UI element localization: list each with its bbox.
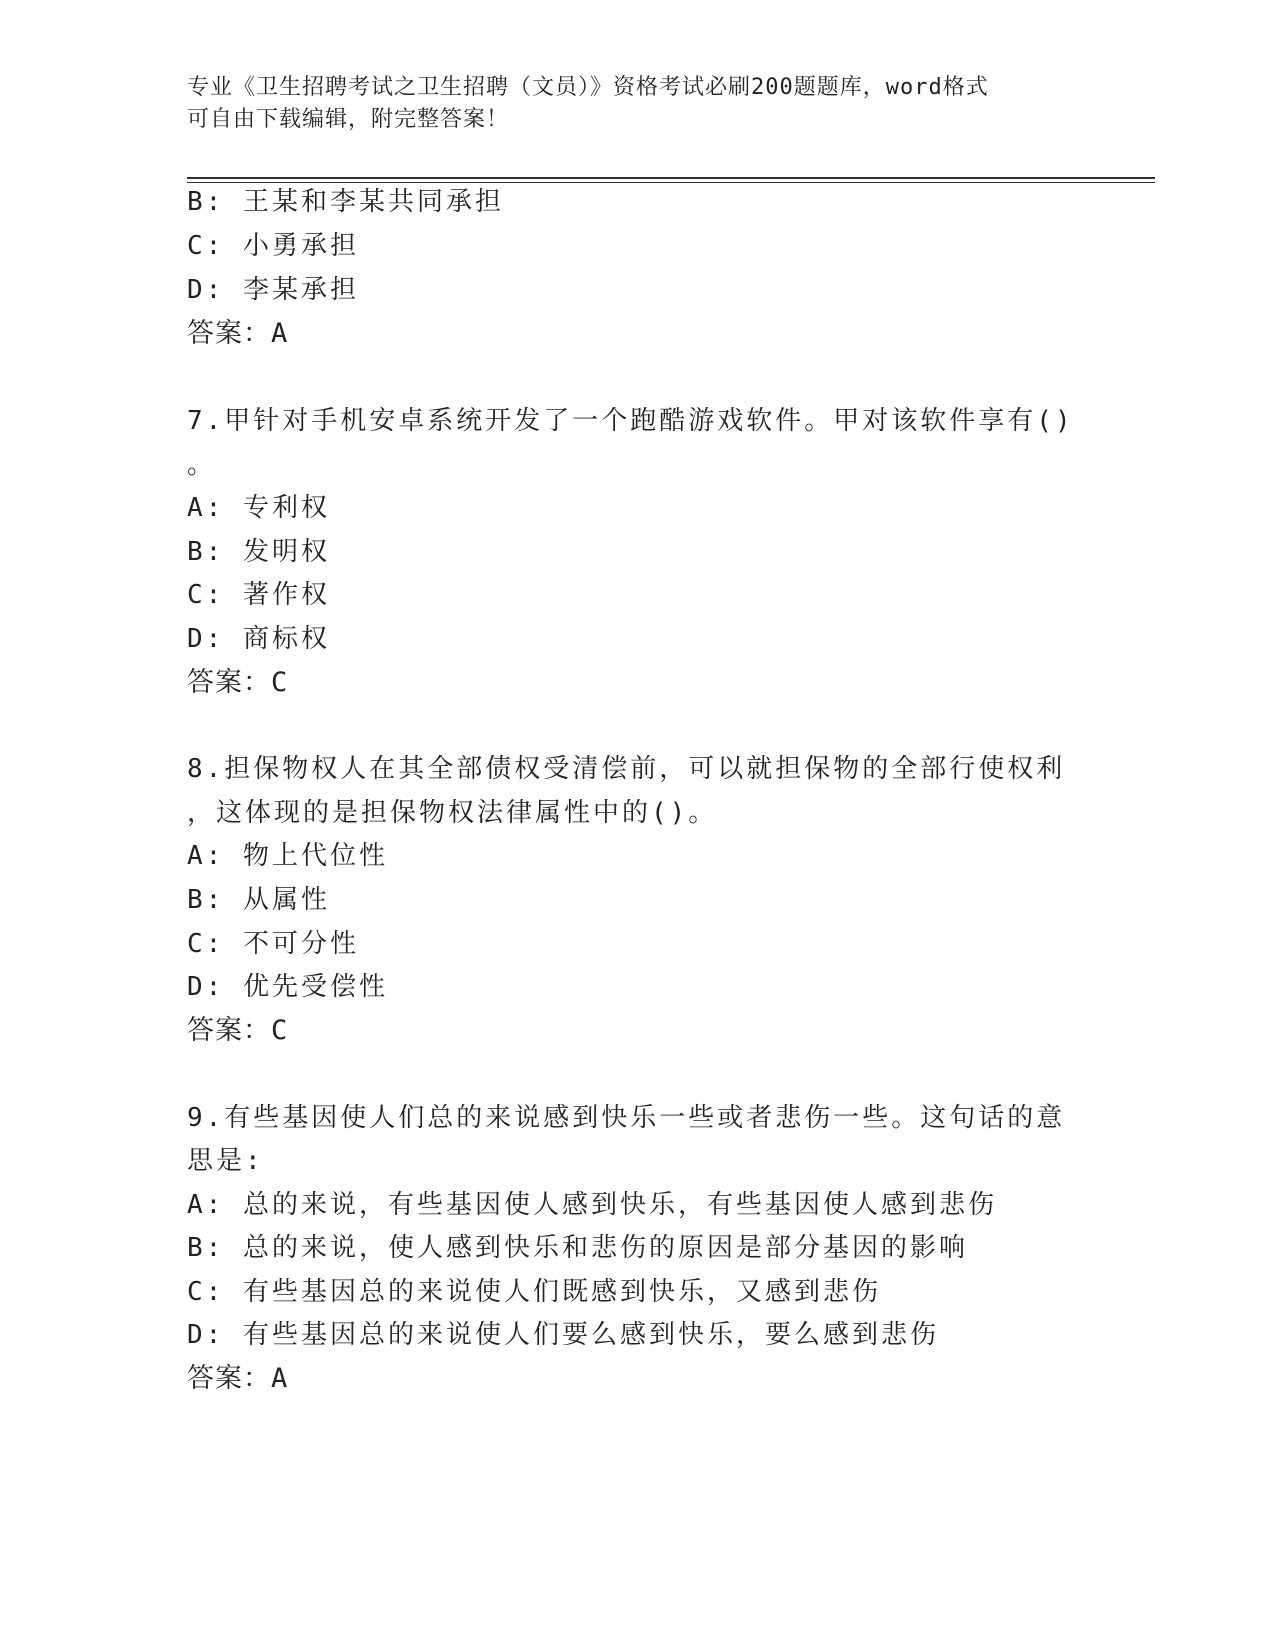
- option-a: A: 总的来说，有些基因使人感到快乐，有些基因使人感到悲伤: [187, 1190, 997, 1220]
- answer: 答案：A: [187, 318, 289, 349]
- header-divider-thin: [187, 182, 1155, 183]
- option-b: B: 发明权: [187, 537, 330, 567]
- option-c: C: 不可分性: [187, 929, 359, 959]
- answer: 答案：C: [187, 667, 289, 698]
- option-c: C: 著作权: [187, 580, 330, 610]
- header-line-2: 可自由下载编辑，附完整答案！: [187, 107, 510, 132]
- header-line-1: 专业《卫生招聘考试之卫生招聘（文员）》资格考试必刷200题题库，word格式: [187, 75, 989, 100]
- document-header: [187, 72, 1067, 136]
- question-stem: 8.担保物权人在其全部债权受清偿前，可以就担保物的全部行使权利: [187, 754, 1066, 784]
- option-d: D: 优先受偿性: [187, 972, 388, 1002]
- option-d: D: 商标权: [187, 624, 330, 654]
- option-b: B: 王某和李某共同承担: [187, 187, 504, 217]
- option-a: A: 专利权: [187, 493, 330, 523]
- header-divider-thick: [187, 177, 1155, 179]
- answer: 答案：A: [187, 1363, 289, 1394]
- question-stem-continued: 。: [187, 450, 217, 480]
- option-d: D: 有些基因总的来说使人们要么感到快乐，要么感到悲伤: [187, 1320, 939, 1350]
- option-d: D: 李某承担: [187, 275, 359, 305]
- answer: 答案：C: [187, 1015, 289, 1046]
- question-stem-continued: 思是:: [187, 1146, 264, 1176]
- option-c: C: 小勇承担: [187, 231, 359, 261]
- question-stem: 9.有些基因使人们总的来说感到快乐一些或者悲伤一些。这句话的意: [187, 1103, 1066, 1133]
- option-c: C: 有些基因总的来说使人们既感到快乐，又感到悲伤: [187, 1277, 881, 1307]
- option-b: B: 从属性: [187, 885, 330, 915]
- question-stem-continued: ，这体现的是担保物权法律属性中的()。: [187, 798, 718, 828]
- option-b: B: 总的来说，使人感到快乐和悲伤的原因是部分基因的影响: [187, 1233, 968, 1263]
- question-stem: 7.甲针对手机安卓系统开发了一个跑酷游戏软件。甲对该软件享有(): [187, 406, 1074, 436]
- option-a: A: 物上代位性: [187, 841, 388, 871]
